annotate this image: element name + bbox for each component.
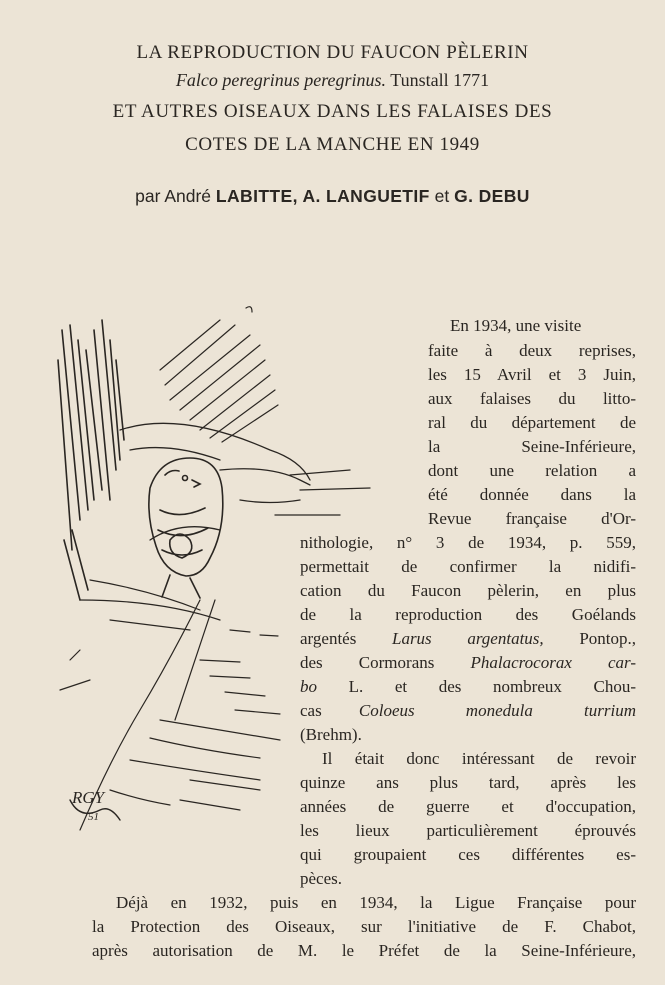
latin-name: Phalacrocorax car- bbox=[470, 653, 636, 672]
article-title-line-3: COTES DE LA MANCHE EN 1949 bbox=[185, 134, 480, 155]
article-title-line-1: LA REPRODUCTION DU FAUCON PÈLERIN bbox=[136, 42, 529, 63]
body-text-line: ral du département de bbox=[428, 413, 636, 432]
body-text-line bbox=[300, 629, 636, 649]
body-text-line bbox=[300, 677, 636, 697]
text-run: des Cormorans bbox=[300, 653, 471, 672]
body-text-line: les 15 Avril et 3 Juin, bbox=[428, 365, 636, 384]
body-text-line: la Protection des Oiseaux, sur l'initiative de F. Chabot, bbox=[92, 917, 636, 936]
author-names-1: LABITTE, A. LANGUETIF bbox=[215, 186, 430, 206]
body-text-line: les lieux particulièrement éprouvés bbox=[300, 821, 636, 840]
text-run: Pontop., bbox=[543, 629, 636, 648]
body-text-line: aux falaises du litto- bbox=[428, 389, 636, 408]
author-conjunction: et bbox=[429, 186, 455, 206]
body-text-line: faite à deux reprises, bbox=[428, 341, 636, 360]
body-text-line bbox=[300, 653, 636, 673]
body-text-line: Il était donc intéressant de revoir bbox=[322, 749, 636, 768]
species-latin-name: Falco peregrinus peregrinus. bbox=[175, 70, 387, 90]
text-run: L. et des nombreux Chou- bbox=[317, 677, 636, 696]
body-text-line: Revue française d'Or- bbox=[428, 509, 636, 528]
body-text-line: quinze ans plus tard, après les bbox=[300, 773, 636, 792]
body-text-line: (Brehm). bbox=[300, 725, 362, 744]
body-text-line: cation du Faucon pèlerin, en plus bbox=[300, 581, 636, 600]
species-authority: Tunstall 1771 bbox=[386, 70, 490, 90]
body-text-line: dont une relation a bbox=[428, 461, 636, 480]
body-text-line bbox=[300, 701, 636, 721]
body-text-line: été donnée dans la bbox=[428, 485, 636, 504]
body-text-line: En 1934, une visite bbox=[450, 316, 582, 335]
body-text-line: qui groupaient ces différentes es- bbox=[300, 845, 636, 864]
body-text-line: après autorisation de M. le Préfet de la Seine-Inférieure, bbox=[92, 941, 636, 960]
body-text-line: de la reproduction des Goélands bbox=[300, 605, 636, 624]
body-text-line: Déjà en 1932, puis en 1934, la Ligue Française pour bbox=[116, 893, 636, 912]
article-title-line-2: ET AUTRES OISEAUX DANS LES FALAISES DES bbox=[112, 101, 553, 122]
article-subtitle bbox=[0, 70, 665, 91]
body-text-line: nithologie, n° 3 de 1934, p. 559, bbox=[300, 533, 636, 552]
body-text-line: la Seine-Inférieure, bbox=[428, 437, 636, 456]
text-run: argentés bbox=[300, 629, 392, 648]
text-run: cas bbox=[300, 701, 359, 720]
latin-name: Coloeus monedula turrium bbox=[358, 701, 636, 720]
latin-name: Larus argentatus, bbox=[391, 629, 544, 648]
body-text-line: permettait de confirmer la nidifi- bbox=[300, 557, 636, 576]
body-text-line: pèces. bbox=[300, 869, 343, 888]
body-text-line: années de guerre et d'occupation, bbox=[300, 797, 636, 816]
author-prefix: par André bbox=[135, 186, 216, 206]
author-names-2: G. DEBU bbox=[454, 186, 530, 206]
author-line bbox=[0, 186, 665, 207]
latin-name: bo bbox=[300, 677, 317, 696]
illustration-signature-year: 51 bbox=[88, 811, 99, 823]
illustration-signature: RGY bbox=[72, 788, 105, 807]
